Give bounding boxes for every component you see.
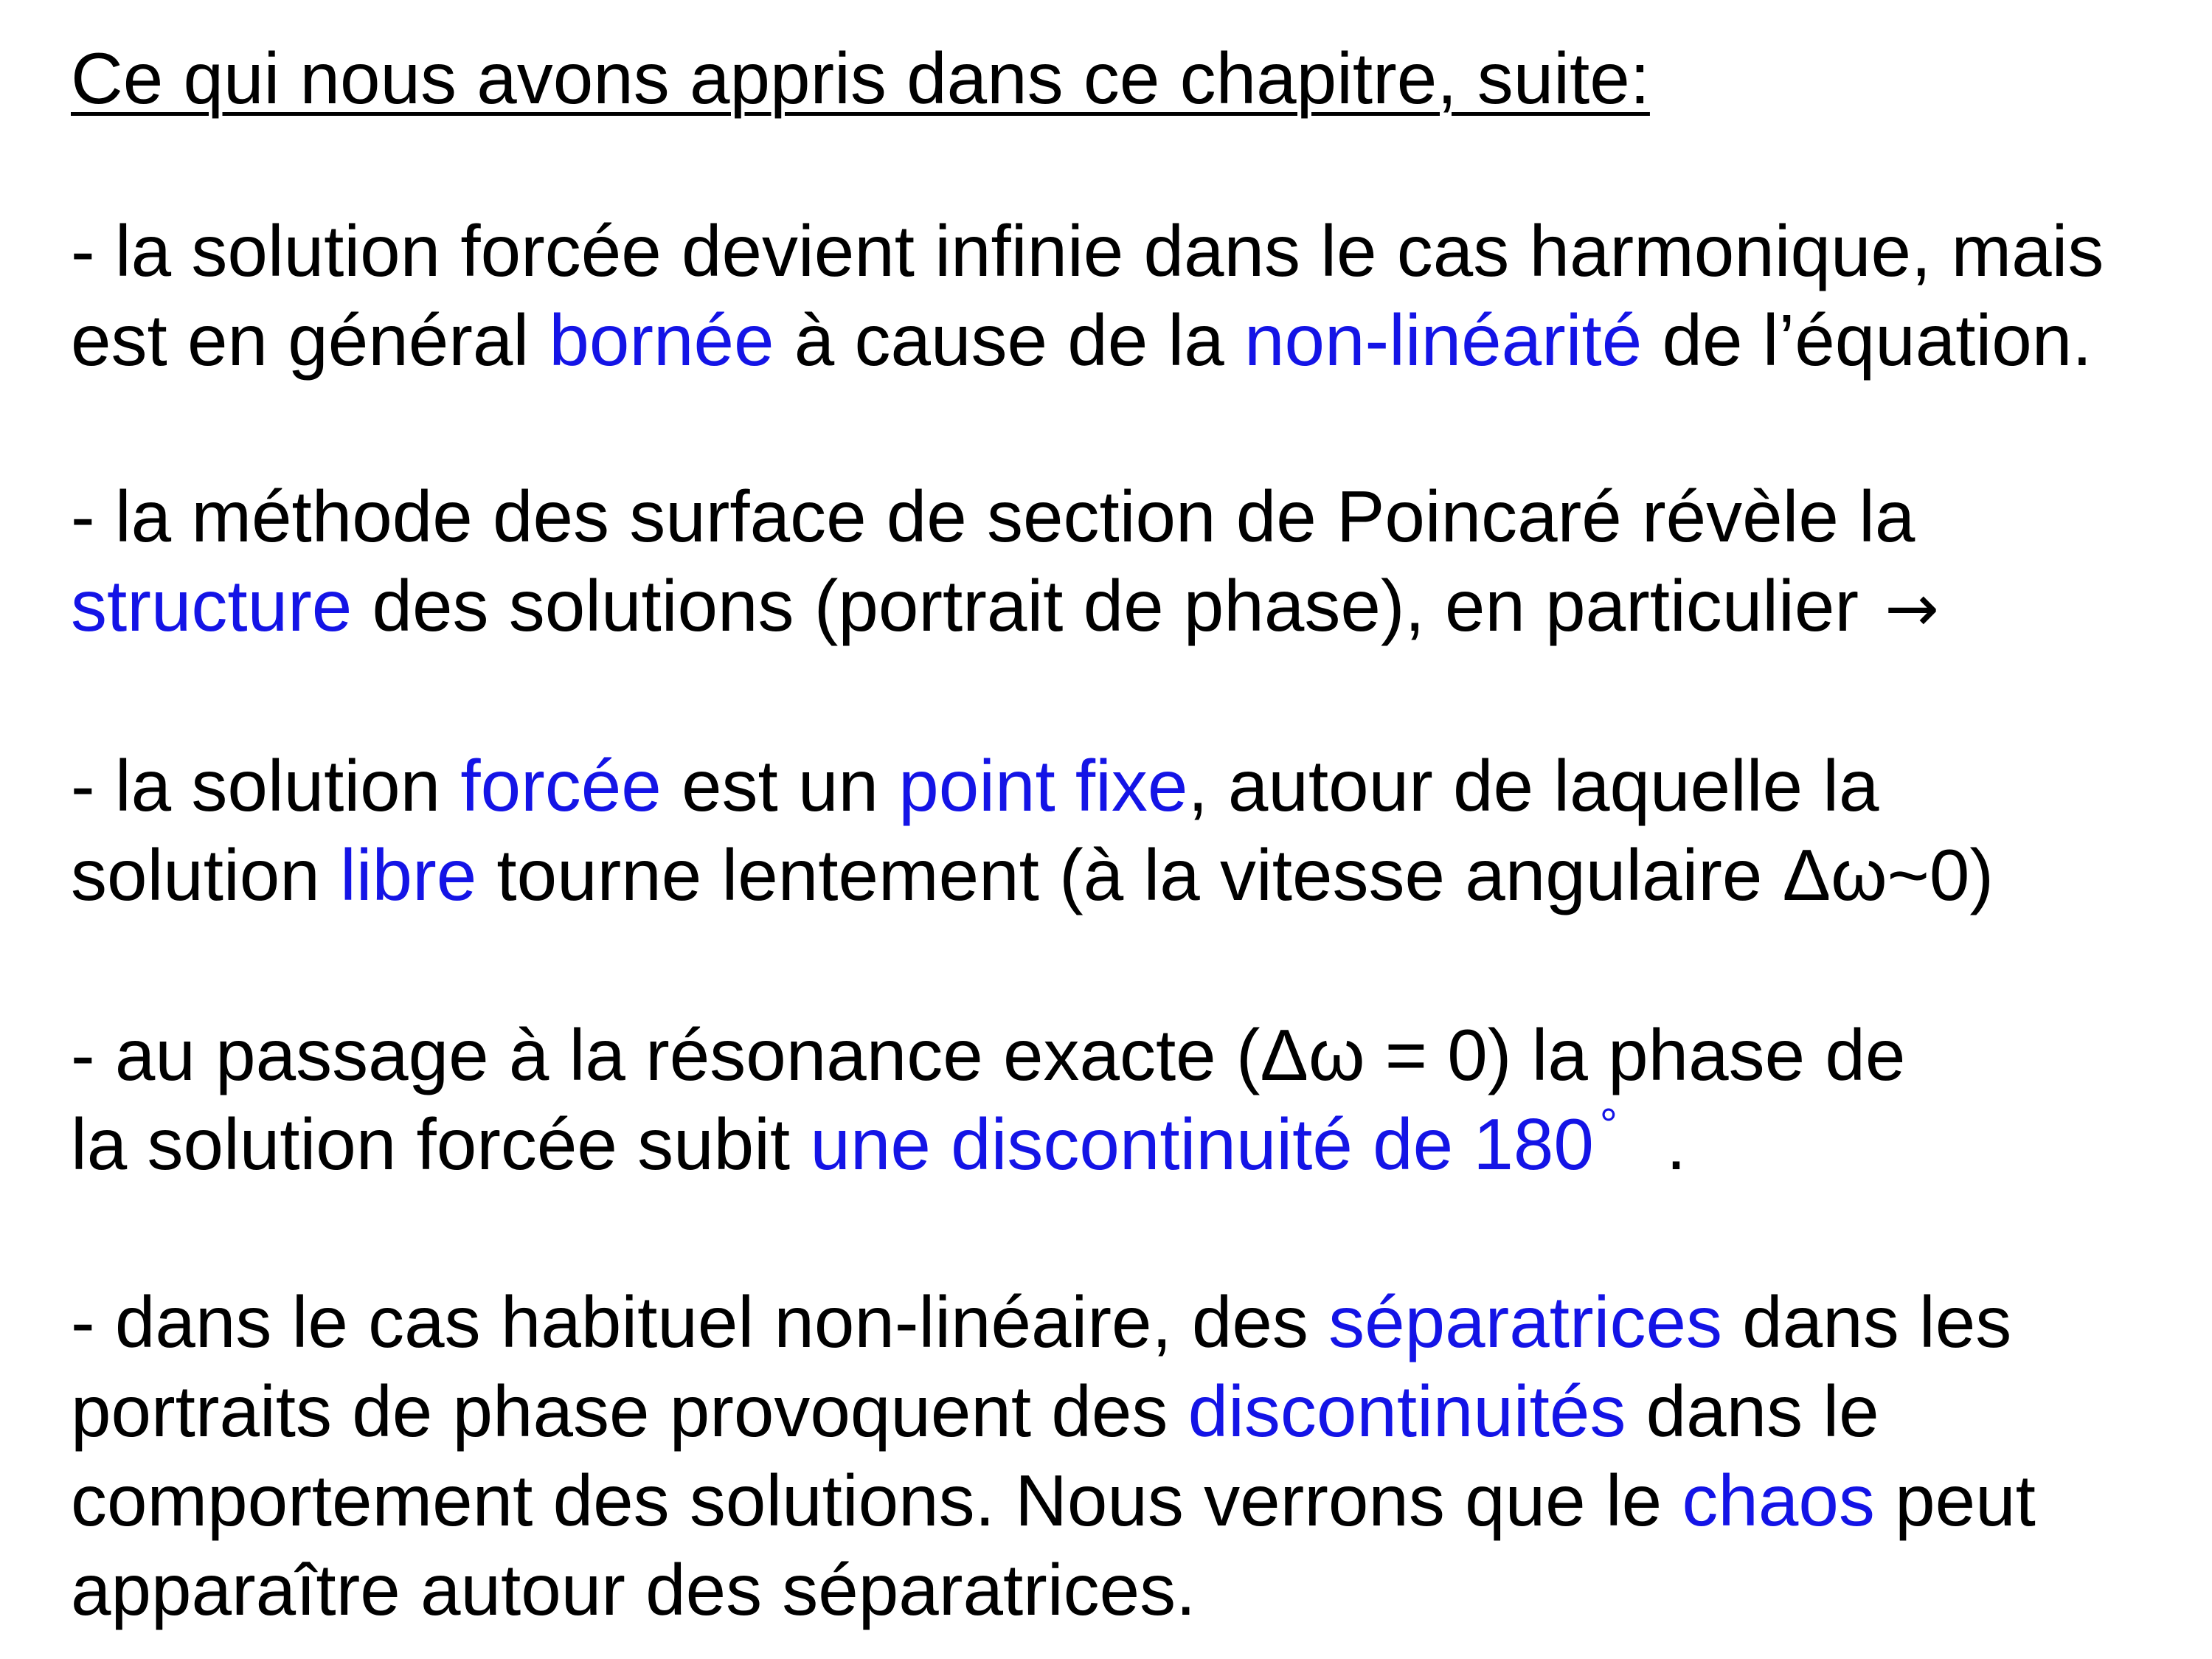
point-5-line-4: apparaître autour des séparatrices. [71,1549,1196,1630]
point-5-text-a: - dans le cas habituel non-linéaire, des [71,1281,1329,1362]
bullet-point-5 [71,1278,2036,1635]
point-4-line-1: - au passage à la résonance exacte (Δω = 0) la phase de [71,1014,1906,1095]
point-1-text-a: est en général [71,299,549,381]
point-3-line-2-a: solution [71,834,341,915]
point-5-line-2-c: dans le [1626,1371,1879,1452]
point-5-line-3-a: comportement des solutions. Nous verrons que le [71,1460,1682,1541]
slide-title: Ce qui nous avons appris dans ce chapitre, suite: [71,38,1650,119]
right-arrow-icon: → [1885,570,1939,646]
point-3-text-a: - la solution [71,745,461,826]
highlight-bornee: bornée [549,299,774,381]
point-1-line-1: - la solution forcée devient infinie dans le cas harmonique, mais [71,210,2104,291]
point-2-text-b: des solutions (portrait de phase), en particulier [352,565,1879,646]
slide [71,30,2195,1645]
point-3-text-c: est un [661,745,899,826]
point-2-line-1: - la méthode des surface de section de Poincaré révèle la [71,476,1915,557]
degree-symbol: ° [1599,1100,1618,1149]
highlight-point-fixe: point fixe [898,745,1188,826]
point-1-text-e: de l’équation. [1642,299,2093,381]
highlight-discontinuites: discontinuités [1188,1371,1626,1452]
highlight-discontinuite-180: une discontinuité de 180 [810,1104,1594,1185]
highlight-structure: structure [71,565,353,646]
point-3-text-e: , autour de laquelle la [1188,745,1879,826]
point-3-line-2-c: tourne lentement (à la vitesse angulaire Δω~0) [476,834,1994,915]
point-5-text-c: dans les [1722,1281,2012,1362]
point-5-line-2-a: portraits de phase provoquent des [71,1371,1188,1452]
bullet-point-2 [71,472,1939,653]
point-4-line-2-a: la solution forcée subit [71,1104,811,1185]
point-1-text-c: à cause de la [774,299,1244,381]
highlight-forcee: forcée [460,745,662,826]
bullet-point-3 [71,741,1994,920]
highlight-libre: libre [340,834,477,915]
point-4-period: . [1665,1104,1687,1185]
point-5-line-3-c: peut [1874,1460,2036,1541]
bullet-point-4 [71,1011,1905,1199]
bullet-point-1 [71,207,2104,385]
highlight-chaos: chaos [1682,1460,1875,1541]
highlight-non-linearite: non-linéarité [1244,299,1643,381]
highlight-separatrices: séparatrices [1328,1281,1722,1362]
